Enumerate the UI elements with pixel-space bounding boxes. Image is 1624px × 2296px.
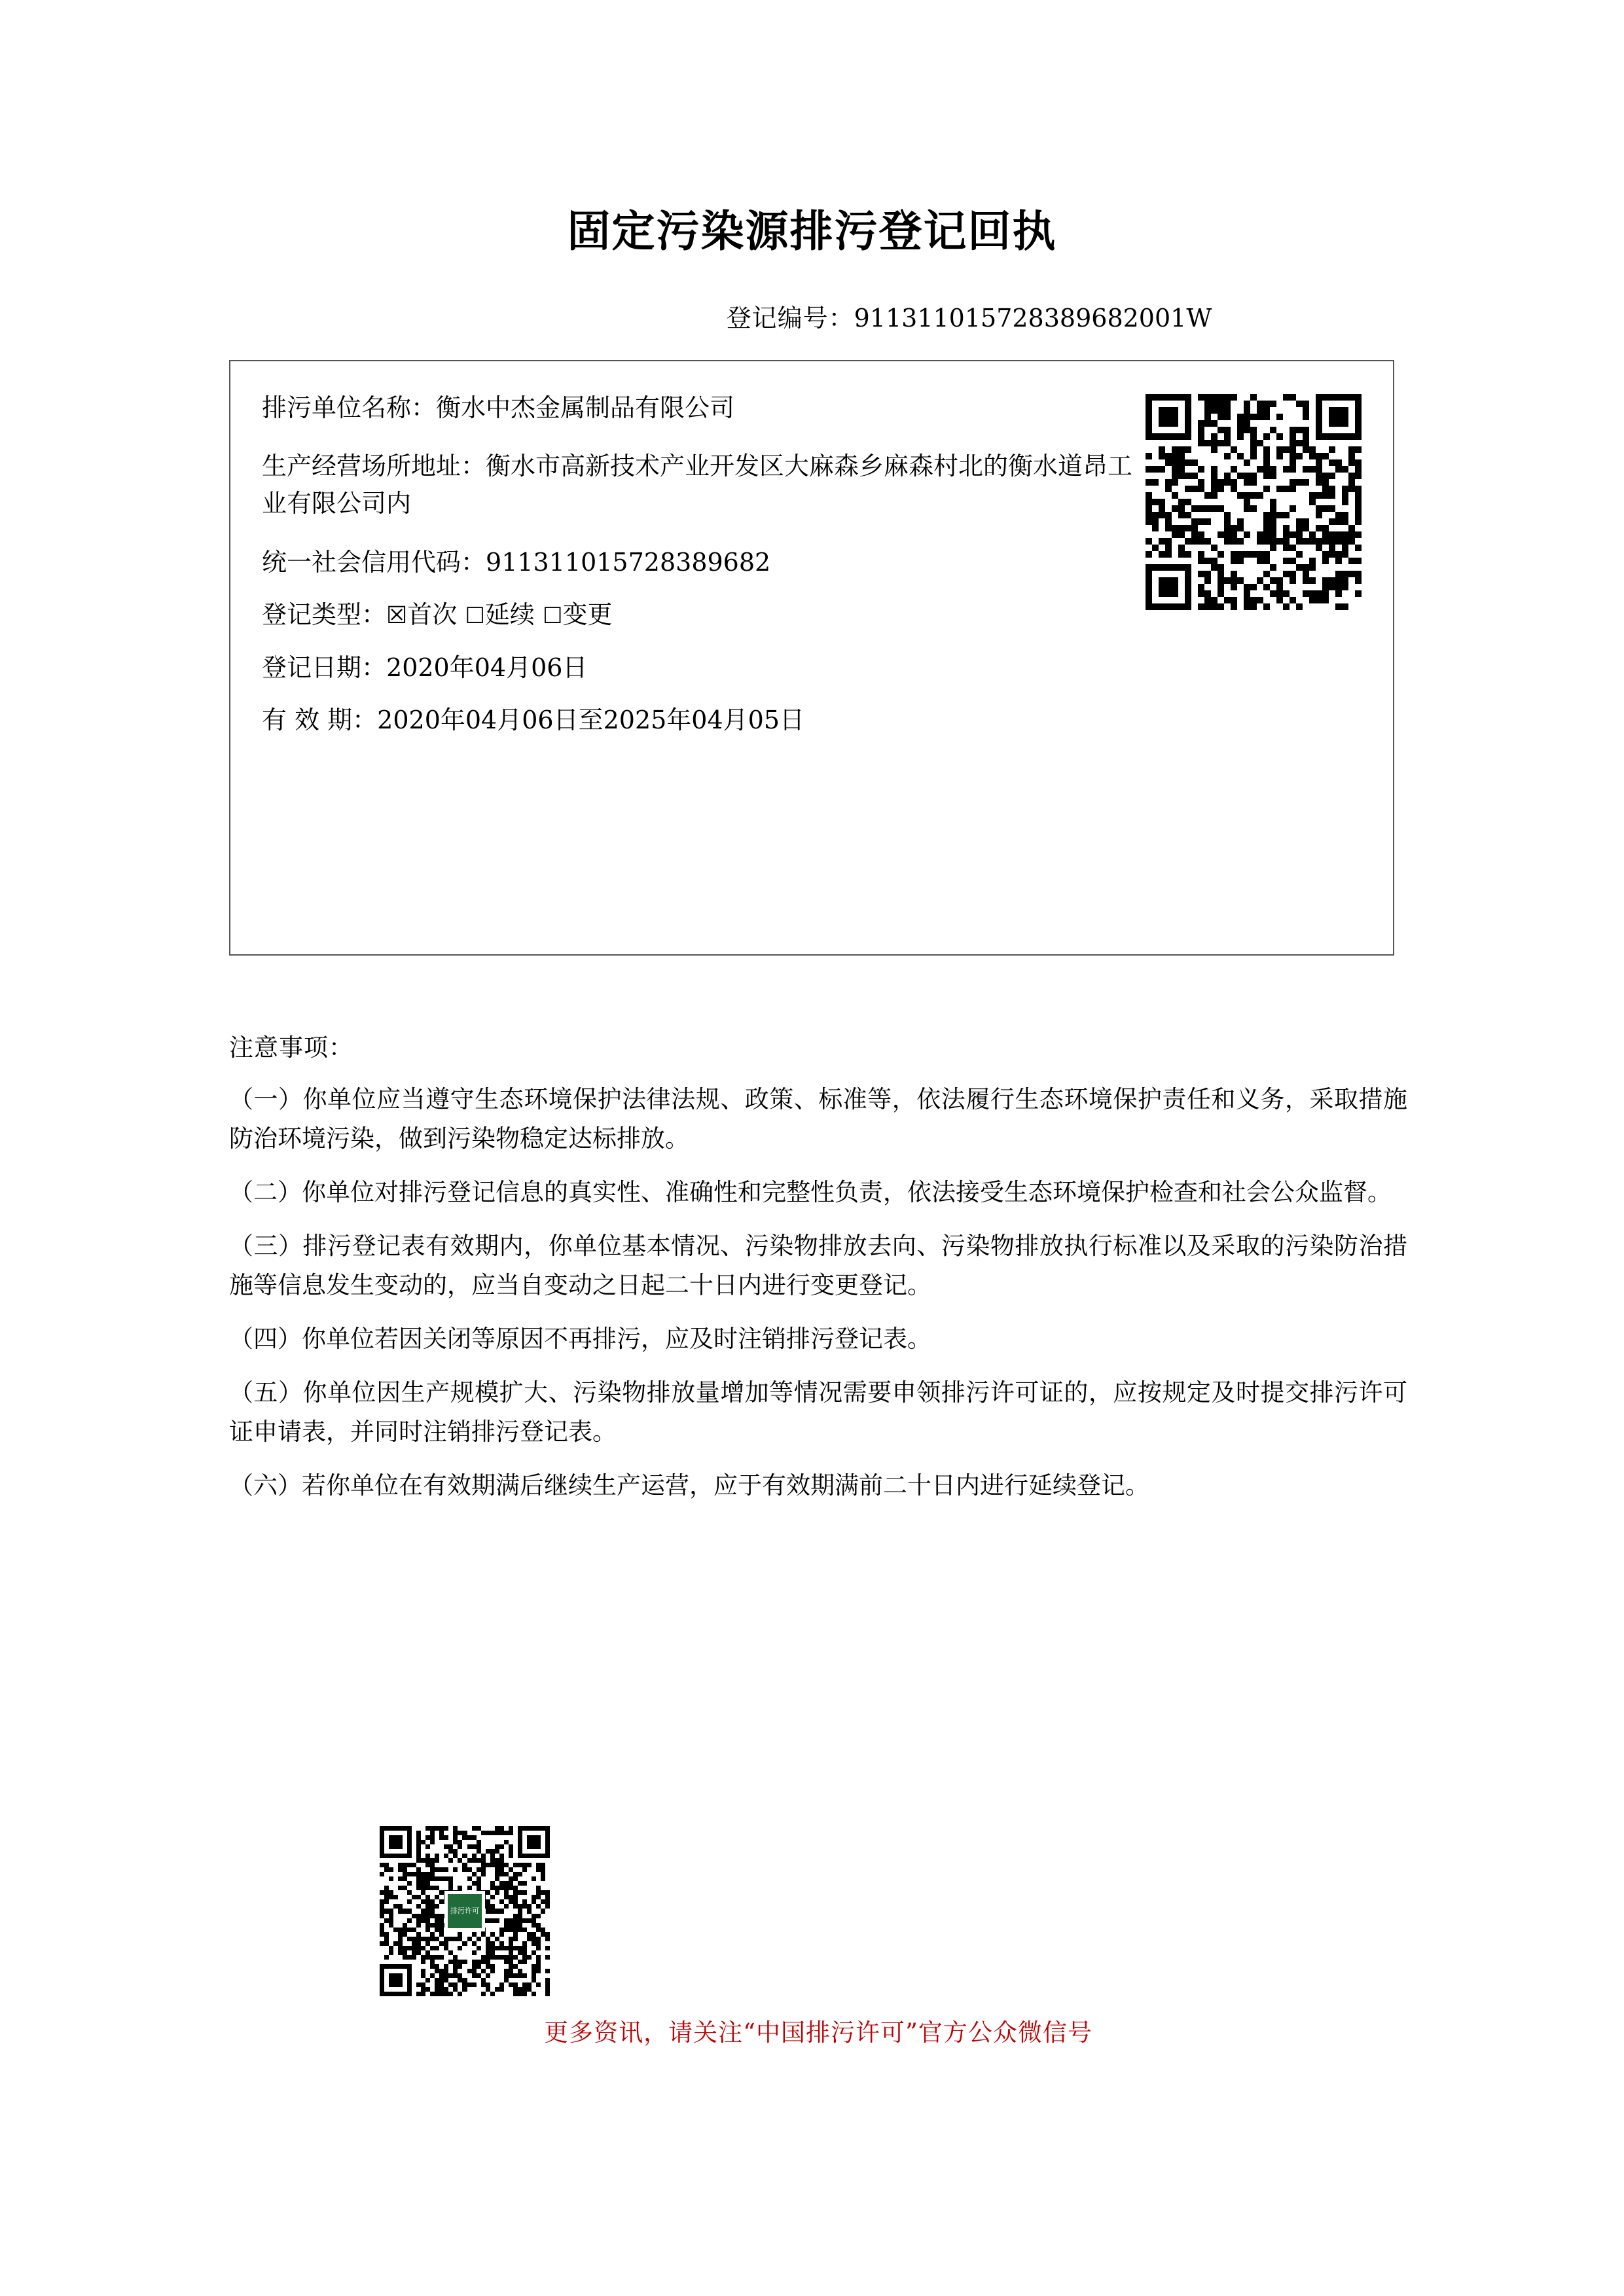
registration-number bbox=[0, 298, 1624, 334]
field-registration-date-value: 2020年04月06日 bbox=[386, 653, 588, 682]
reg-type-option-renew[interactable]: 延续 bbox=[484, 600, 535, 629]
field-credit-code-label: 统一社会信用代码： bbox=[262, 548, 486, 577]
checkbox-empty-icon-change[interactable]: ☐ bbox=[543, 603, 563, 629]
footer-caption: 更多资讯，请关注“中国排污许可”官方公众微信号 bbox=[544, 2018, 1092, 2047]
registration-number-label: 登记编号： bbox=[726, 304, 854, 332]
checkbox-empty-icon-renew[interactable]: ☐ bbox=[465, 603, 485, 629]
note-item: （三）排污登记表有效期内，你单位基本情况、污染物排放去向、污染物排放执行标准以及采取的污染防治措施等信息发生变动的，应当自变动之日起二十日内进行变更登记。 bbox=[229, 1231, 1407, 1299]
field-unit-name bbox=[262, 395, 1139, 420]
page-title: 固定污染源排污登记回执 bbox=[567, 206, 1057, 257]
field-validity-label: 有 效 期： bbox=[262, 706, 378, 734]
field-registration-date-label: 登记日期： bbox=[262, 653, 387, 682]
qr-code-icon bbox=[1146, 394, 1362, 610]
notes-section bbox=[229, 1028, 1407, 1519]
note-item: （四）你单位若因关闭等原因不再排污，应及时注销排污登记表。 bbox=[229, 1324, 931, 1353]
field-unit-name-label: 排污单位名称： bbox=[262, 393, 437, 422]
notes-title: 注意事项： bbox=[229, 1033, 353, 1062]
field-credit-code bbox=[262, 550, 1139, 575]
field-registration-type-label: 登记类型： bbox=[262, 600, 387, 629]
reg-type-option-change[interactable]: 变更 bbox=[562, 600, 613, 629]
registration-number-value: 911311015728389682001W bbox=[854, 304, 1212, 332]
note-item: （六）若你单位在有效期满后继续生产运营，应于有效期满前二十日内进行延续登记。 bbox=[229, 1471, 1149, 1499]
field-registration-type bbox=[262, 602, 1139, 628]
note-item: （五）你单位因生产规模扩大、污染物排放量增加等情况需要申领排污许可证的，应按规定及时提交排污许可证申请表，并同时注销排污登记表。 bbox=[229, 1378, 1407, 1446]
note-item: （二）你单位对排污登记信息的真实性、准确性和完整性负责，依法接受生态环境保护检查和社会公众监督。 bbox=[229, 1177, 1392, 1206]
field-validity-value: 2020年04月06日至2025年04月05日 bbox=[377, 706, 805, 734]
field-validity bbox=[262, 708, 1139, 732]
field-address-label: 生产经营场所地址： bbox=[262, 452, 486, 480]
reg-type-option-first[interactable]: 首次 bbox=[407, 600, 458, 629]
wechat-logo: 排污许可 bbox=[444, 1891, 485, 1931]
note-item: （一）你单位应当遵守生态环境保护法律法规、政策、标准等，依法履行生态环境保护责任和义务，采取措施防治环境污染，做到污染物稳定达标排放。 bbox=[229, 1085, 1407, 1153]
field-address bbox=[262, 448, 1139, 522]
field-credit-code-value: 911311015728389682 bbox=[486, 548, 771, 577]
field-registration-date bbox=[262, 655, 1139, 680]
info-box bbox=[229, 360, 1394, 956]
info-fields bbox=[262, 395, 1139, 760]
field-unit-name-value: 衡水中杰金属制品有限公司 bbox=[436, 393, 735, 422]
footer-qr-wrapper bbox=[380, 1826, 550, 1996]
field-address-value: 衡水市高新技术产业开发区大麻森乡麻森村北的衡水道昂工业有限公司内 bbox=[262, 452, 1133, 518]
checkbox-checked-icon[interactable]: ☒ bbox=[386, 602, 408, 629]
